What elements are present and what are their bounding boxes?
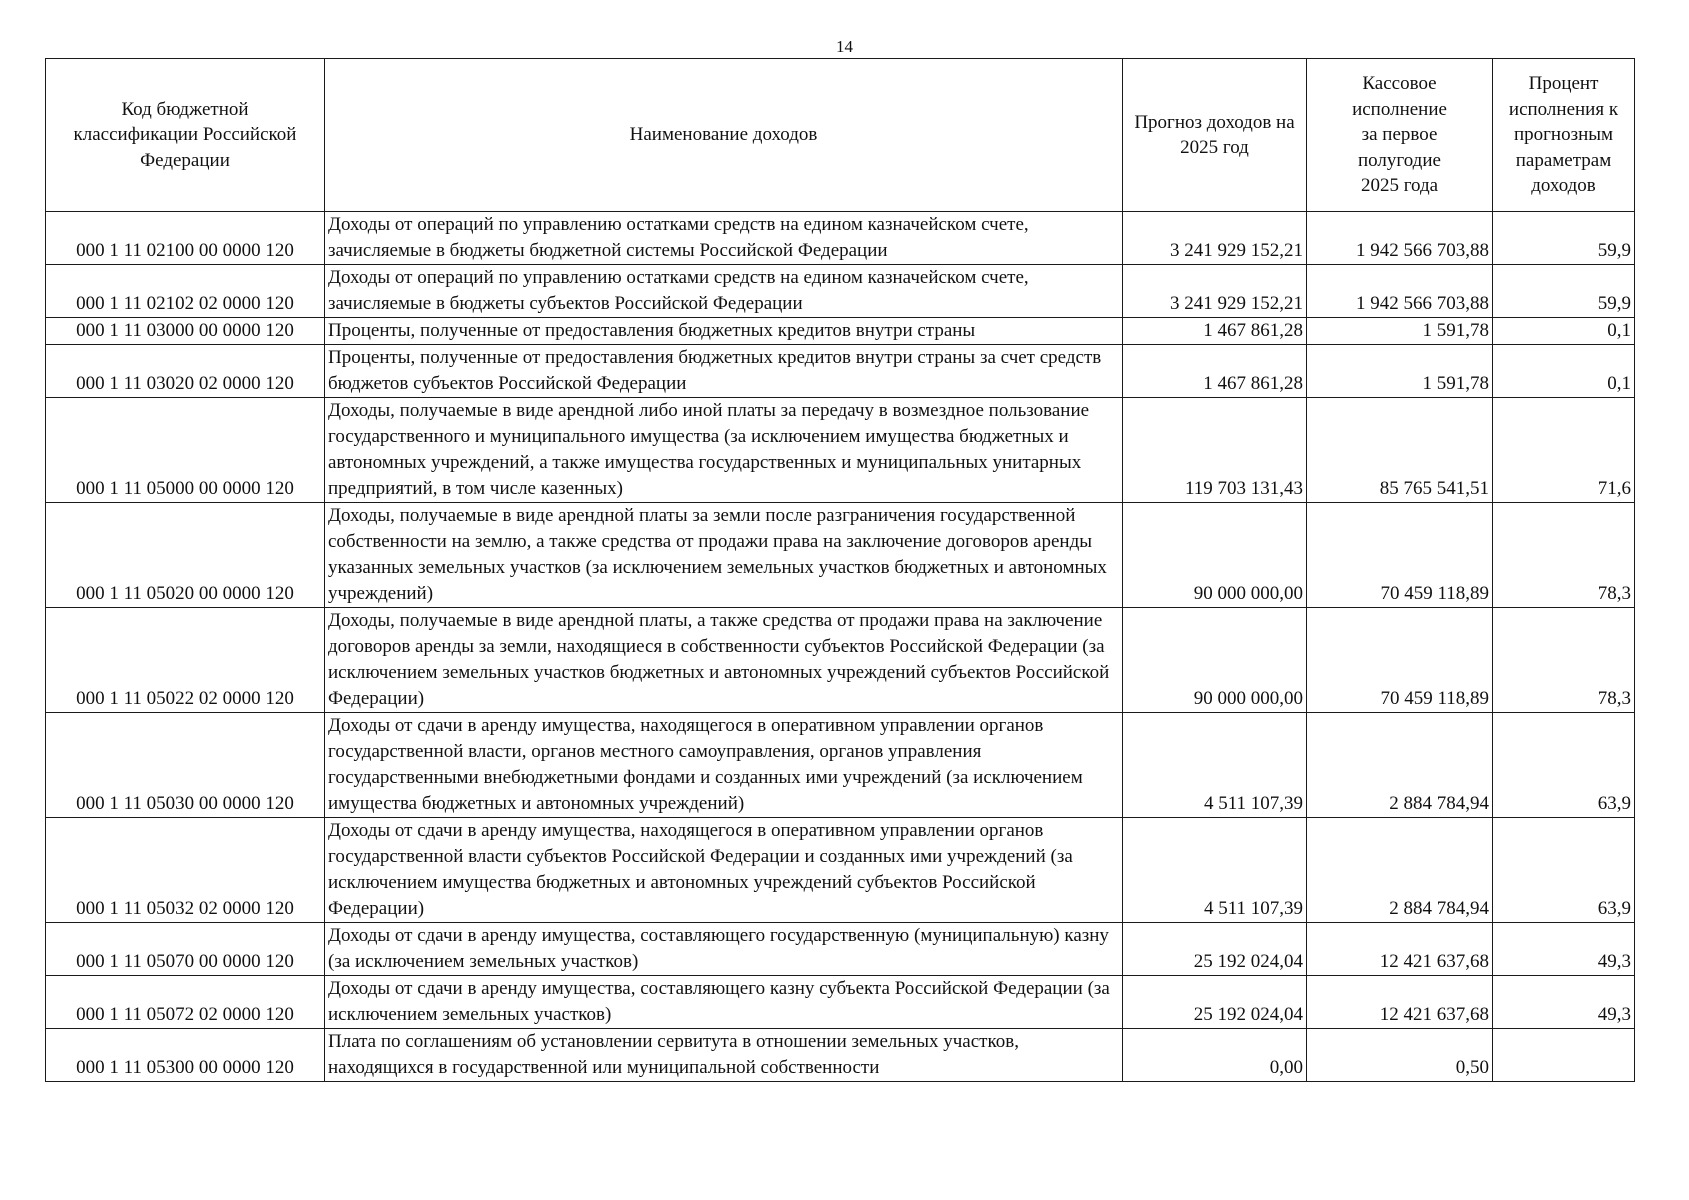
forecast-amount-cell: 3 241 929 152,21 bbox=[1123, 212, 1307, 265]
forecast-amount-cell: 90 000 000,00 bbox=[1123, 503, 1307, 608]
cash-execution-cell: 1 942 566 703,88 bbox=[1307, 265, 1493, 318]
budget-code-cell: 000 1 11 03000 00 0000 120 bbox=[46, 318, 325, 345]
forecast-amount-cell: 90 000 000,00 bbox=[1123, 608, 1307, 713]
revenue-name-cell: Доходы, получаемые в виде арендной либо иной платы за передачу в возмездное пользование государственного и муниципального имущества (за исключением имущества бюджетных и автономных учреждений, а также имущества государственных и муниципальных унитарных предприятий, в том числе казенных) bbox=[325, 398, 1123, 503]
cash-execution-cell: 2 884 784,94 bbox=[1307, 713, 1493, 818]
page-number: 14 bbox=[836, 37, 853, 56]
header-plan: Прогноз доходов на 2025 год bbox=[1123, 59, 1307, 212]
budget-code-cell: 000 1 11 05070 00 0000 120 bbox=[46, 923, 325, 976]
cash-execution-cell: 0,50 bbox=[1307, 1029, 1493, 1082]
forecast-amount-cell: 1 467 861,28 bbox=[1123, 345, 1307, 398]
execution-percent-cell: 49,3 bbox=[1493, 976, 1635, 1029]
budget-code-cell: 000 1 11 05300 00 0000 120 bbox=[46, 1029, 325, 1082]
execution-percent-cell bbox=[1493, 1029, 1635, 1082]
cash-execution-cell: 70 459 118,89 bbox=[1307, 503, 1493, 608]
budget-code-cell: 000 1 11 05032 02 0000 120 bbox=[46, 818, 325, 923]
revenue-name-cell: Доходы от операций по управлению остатками средств на едином казначейском счете, зачисляемые в бюджеты бюджетной системы Российской Федерации bbox=[325, 212, 1123, 265]
execution-percent-cell: 63,9 bbox=[1493, 713, 1635, 818]
table-row-05000-00 bbox=[46, 398, 1635, 503]
budget-code-cell: 000 1 11 02102 02 0000 120 bbox=[46, 265, 325, 318]
forecast-amount-cell: 3 241 929 152,21 bbox=[1123, 265, 1307, 318]
revenue-name-cell: Доходы от сдачи в аренду имущества, находящегося в оперативном управлении органов государственной власти, органов местного самоуправления, органов управления государственными внебюджетными фондами и созданных ими учреждений (за исключением имущества бюджетных и автономных учреждений) bbox=[325, 713, 1123, 818]
cash-execution-cell: 1 942 566 703,88 bbox=[1307, 212, 1493, 265]
table-row-05020-00 bbox=[46, 503, 1635, 608]
execution-percent-cell: 0,1 bbox=[1493, 345, 1635, 398]
header-name: Наименование доходов bbox=[325, 59, 1123, 212]
revenue-name-cell: Проценты, полученные от предоставления бюджетных кредитов внутри страны bbox=[325, 318, 1123, 345]
cash-execution-cell: 1 591,78 bbox=[1307, 318, 1493, 345]
table-row-02100-00 bbox=[46, 212, 1635, 265]
revenue-name-cell: Проценты, полученные от предоставления бюджетных кредитов внутри страны за счет средств бюджетов субъектов Российской Федерации bbox=[325, 345, 1123, 398]
budget-code-cell: 000 1 11 05030 00 0000 120 bbox=[46, 713, 325, 818]
revenue-name-cell: Доходы, получаемые в виде арендной платы, а также средства от продажи права на заключение договоров аренды за земли, находящиеся в собственности субъектов Российской Федерации (за исключением земельных участков бюджетных и автономных учреждений субъектов Российской Федерации) bbox=[325, 608, 1123, 713]
budget-code-cell: 000 1 11 05020 00 0000 120 bbox=[46, 503, 325, 608]
forecast-amount-cell: 1 467 861,28 bbox=[1123, 318, 1307, 345]
revenue-name-cell: Доходы, получаемые в виде арендной платы за земли после разграничения государственной собственности на землю, а также средства от продажи права на заключение договоров аренды указанных земельных участков (за исключением земельных участков бюджетных и автономных учреждений) bbox=[325, 503, 1123, 608]
execution-percent-cell: 71,6 bbox=[1493, 398, 1635, 503]
cash-execution-cell: 70 459 118,89 bbox=[1307, 608, 1493, 713]
table-body bbox=[46, 212, 1635, 1082]
revenue-name-cell: Доходы от сдачи в аренду имущества, находящегося в оперативном управлении органов государственной власти субъектов Российской Федерации и созданных ими учреждений (за исключением имущества бюджетных и автономных учреждений субъектов Российской Федерации) bbox=[325, 818, 1123, 923]
forecast-amount-cell: 25 192 024,04 bbox=[1123, 976, 1307, 1029]
header-code: Код бюджетной классификации Российской Федерации bbox=[46, 59, 325, 212]
execution-percent-cell: 0,1 bbox=[1493, 318, 1635, 345]
cash-execution-cell: 12 421 637,68 bbox=[1307, 976, 1493, 1029]
revenue-name-cell: Плата по соглашениям об установлении сервитута в отношении земельных участков, находящихся в государственной или муниципальной собственности bbox=[325, 1029, 1123, 1082]
execution-percent-cell: 59,9 bbox=[1493, 265, 1635, 318]
budget-code-cell: 000 1 11 03020 02 0000 120 bbox=[46, 345, 325, 398]
cash-execution-cell: 12 421 637,68 bbox=[1307, 923, 1493, 976]
table-row-05072-02 bbox=[46, 976, 1635, 1029]
revenue-table bbox=[45, 58, 1635, 1082]
forecast-amount-cell: 4 511 107,39 bbox=[1123, 713, 1307, 818]
table-header bbox=[46, 59, 1635, 212]
revenue-name-cell: Доходы от операций по управлению остатками средств на едином казначейском счете, зачисляемые в бюджеты субъектов Российской Федерации bbox=[325, 265, 1123, 318]
table-row-02102-02 bbox=[46, 265, 1635, 318]
forecast-amount-cell: 4 511 107,39 bbox=[1123, 818, 1307, 923]
table-row-05030-00 bbox=[46, 713, 1635, 818]
forecast-amount-cell: 119 703 131,43 bbox=[1123, 398, 1307, 503]
table-row-05022-02 bbox=[46, 608, 1635, 713]
cash-execution-cell: 1 591,78 bbox=[1307, 345, 1493, 398]
cash-execution-cell: 85 765 541,51 bbox=[1307, 398, 1493, 503]
execution-percent-cell: 49,3 bbox=[1493, 923, 1635, 976]
header-fact: Кассовое исполнение за первое полугодие 2025 года bbox=[1307, 59, 1493, 212]
table-row-05300-00 bbox=[46, 1029, 1635, 1082]
forecast-amount-cell: 0,00 bbox=[1123, 1029, 1307, 1082]
table-row-03020-02 bbox=[46, 345, 1635, 398]
header-row bbox=[46, 59, 1635, 212]
budget-code-cell: 000 1 11 05072 02 0000 120 bbox=[46, 976, 325, 1029]
budget-code-cell: 000 1 11 05000 00 0000 120 bbox=[46, 398, 325, 503]
table-row-05032-02 bbox=[46, 818, 1635, 923]
revenue-name-cell: Доходы от сдачи в аренду имущества, составляющего государственную (муниципальную) казну (за исключением земельных участков) bbox=[325, 923, 1123, 976]
execution-percent-cell: 78,3 bbox=[1493, 503, 1635, 608]
execution-percent-cell: 59,9 bbox=[1493, 212, 1635, 265]
table-row-05070-00 bbox=[46, 923, 1635, 976]
forecast-amount-cell: 25 192 024,04 bbox=[1123, 923, 1307, 976]
budget-code-cell: 000 1 11 02100 00 0000 120 bbox=[46, 212, 325, 265]
execution-percent-cell: 63,9 bbox=[1493, 818, 1635, 923]
cash-execution-cell: 2 884 784,94 bbox=[1307, 818, 1493, 923]
header-percent: Процент исполнения к прогнозным параметрам доходов bbox=[1493, 59, 1635, 212]
table-row-03000-00 bbox=[46, 318, 1635, 345]
execution-percent-cell: 78,3 bbox=[1493, 608, 1635, 713]
budget-code-cell: 000 1 11 05022 02 0000 120 bbox=[46, 608, 325, 713]
revenue-name-cell: Доходы от сдачи в аренду имущества, составляющего казну субъекта Российской Федерации (за исключением земельных участков) bbox=[325, 976, 1123, 1029]
